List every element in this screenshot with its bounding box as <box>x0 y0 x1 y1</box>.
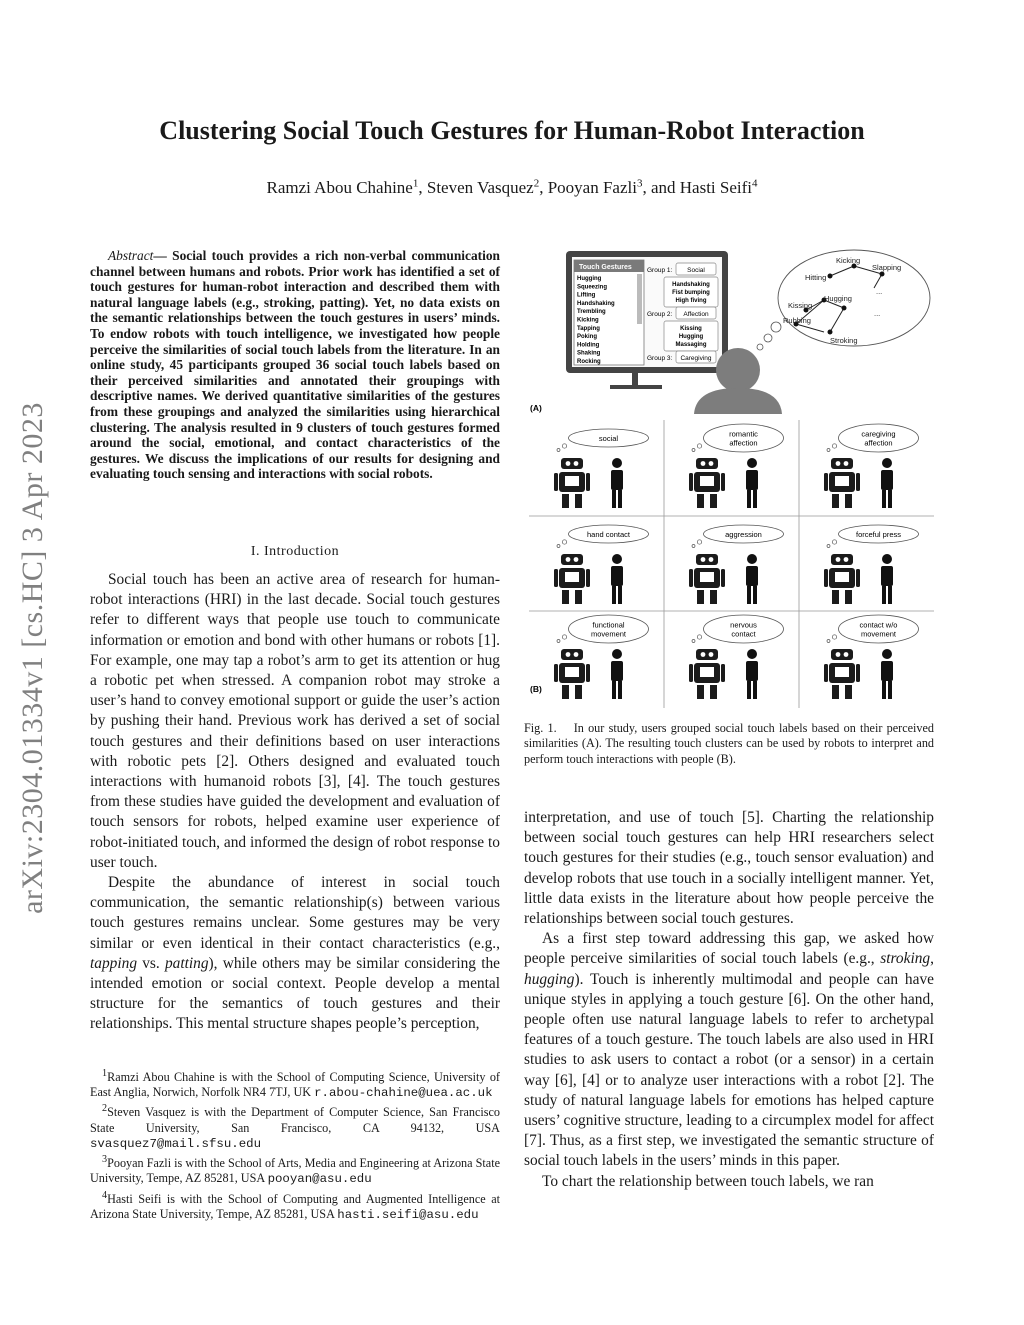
author-3: Pooyan Fazli$^3$, and <box>547 177 680 197</box>
group-1-label: Group 1: <box>647 267 673 274</box>
graph-label: Hitting <box>805 273 827 282</box>
scenario-label: nervous <box>730 620 757 630</box>
scenario-label: contact w/o <box>859 620 898 630</box>
footnote-email: svasquez7@mail.sfsu.edu <box>90 1136 262 1151</box>
footnote-email: pooyan@asu.edu <box>267 1172 372 1187</box>
author-2: Steven Vasquez$^2$, <box>426 177 548 197</box>
scenario-cell <box>824 424 919 508</box>
gesture-list-title: Touch Gestures <box>579 264 632 271</box>
scenario-cell <box>554 525 649 604</box>
scenario-cell <box>824 615 919 699</box>
panel-a-label: (A) <box>530 403 542 413</box>
group-3-label: Group 3: <box>647 355 673 362</box>
scenario-label: romantic <box>729 429 758 439</box>
right-paragraph-2: As a first step toward addressing this gap, we asked how people perceive similarities of social touch labels (e.g., stroking, hugging). Touch is inherently multimodal and people can have unique styles in applying a touch gesture [6]. On the other hand, people often use natural language labels to refer to archetypal features of a touch gesture. The touch labels are also used in HRI studies to ask users to contact a robot (or a sensor) in a certain way [6], [4] or to analyze user interactions with a robot [2]. The study of natural language labels for emotions has helped capture users’ cognitive structure, leading to a circumplex model for affect [7]. Thus, as a first step, we investigated the semantic structure of social touch labels in the users’ minds in this paper. <box>524 930 934 1170</box>
scenario-label: social <box>598 434 619 443</box>
group-item: Massaging <box>675 342 707 348</box>
footnote-email: hasti.seifi@asu.edu <box>337 1207 479 1222</box>
monitor-illustration <box>566 251 728 389</box>
group-2-label: Group 2: <box>647 311 673 318</box>
paper-title: Clustering Social Touch Gestures for Human-Robot Interaction <box>159 116 865 145</box>
footnote-email: r.abou-chahine@uea.ac.uk <box>314 1086 493 1101</box>
section-heading: I. Introduction <box>250 544 340 559</box>
group-item: Fist bumping <box>672 290 710 296</box>
right-paragraph-1: interpretation, and use of touch [5]. Charting the relationship between social touch gestures can help HRI researchers select touch gestures for their studies (e.g., touch sensor evaluation) and develop robots that use touch in a socially intelligent manner. Yet, little data exists in the literature about how people perceive the relationships between social touch gestures. <box>524 809 934 928</box>
group-3-name: Caregiving <box>680 355 712 362</box>
scenario-label: affection <box>729 438 758 448</box>
scenario-label: movement <box>860 629 897 639</box>
graph-label: ... <box>874 309 881 318</box>
graph-label: ... <box>876 287 883 296</box>
group-item: Handshaking <box>672 282 710 288</box>
group-2-name: Affection <box>683 311 709 318</box>
scenario-cell <box>554 429 649 508</box>
graph-label: Stroking <box>830 336 858 345</box>
caption-text: In our study, users grouped social touch labels based on their perceived similarities (A). The resulting touch clusters can be used by robots to interpret and perform touch interactions with people (B). <box>524 721 934 766</box>
scenario-cell <box>689 615 784 699</box>
gesture-list-item: Tapping <box>577 325 600 332</box>
gesture-list-item: Kicking <box>577 317 599 324</box>
gesture-list-item: Hugging <box>577 276 602 282</box>
gesture-list-item: Trembling <box>577 309 606 316</box>
graph-label: Kicking <box>836 256 861 265</box>
gesture-list-item: Lifting <box>577 292 596 299</box>
panel-b-cells <box>554 424 919 699</box>
group-item: High fiving <box>675 298 707 304</box>
graph-label: Kissing <box>788 301 813 310</box>
scenario-label: forceful press <box>855 530 902 539</box>
footnote-4: $^4$Hasti Seifi is with the School of Computing and Augmented Intelligence at Arizona State University, Tempe, AZ 85281, USA hasti.seifi@asu.edu <box>90 1189 500 1222</box>
author-1: Ramzi Abou Chahine$^1$, <box>266 177 427 197</box>
panel-b-label: (B) <box>530 684 542 694</box>
author-list <box>90 177 934 198</box>
intro-body <box>90 570 500 1035</box>
scenario-label: hand contact <box>587 530 630 539</box>
author-4: Hasti Seifi$^4$ <box>679 177 758 197</box>
figure-caption <box>524 721 934 767</box>
figure-1 <box>524 248 934 710</box>
caption-label: Fig. 1. <box>524 721 557 735</box>
gesture-list-item: Squeezing <box>577 284 608 291</box>
scenario-cell <box>689 525 784 604</box>
gesture-list-item: Poking <box>577 334 598 341</box>
arxiv-sidebar <box>8 360 58 955</box>
footnotes <box>90 1066 500 1223</box>
gesture-list-item: Shaking <box>577 350 601 357</box>
scenario-label: caregiving <box>861 429 896 439</box>
right-column-body <box>524 808 934 1192</box>
right-paragraph-3: To chart the relationship between touch labels, we ran <box>542 1172 874 1190</box>
scenario-cell <box>689 424 784 508</box>
scenario-label: aggression <box>725 530 762 539</box>
footnote-1: $^1$Ramzi Abou Chahine is with the School of Computing Science, University of East Anglia, Norwich, Norfolk NR4 7TJ, UK r.abou-chahine@uea.ac.uk <box>90 1068 500 1101</box>
gesture-list-item: Rocking <box>577 359 601 365</box>
group-item: Hugging <box>678 334 704 340</box>
abstract-text: Social touch provides a rich non-verbal communication channel between humans and robots. Prior work has identified a set of touch gestures for human-robot interaction and described them with natural language labels (e.g., stroking, patting). Yet, no data exists on the semantic relationships between the touch gestures in users’ minds. To endow robots with touch intelligence, we investigated how people perceive the similarities of social touch labels from the literature. In an online study, 45 participants grouped 36 social touch labels based on their perceived similarities and annotated their groupings with descriptive names. We derived quantitative similarities of the gestures from these groupings and analyzed the similarities using hierarchical clustering. The analysis resulted in 9 clusters of touch gestures formed around the social, emotional, and contact characteristics of the gestures. We discuss the implications of our results for designing and evaluating touch sensing and interactions with social robots. <box>90 248 500 482</box>
intro-paragraph-1: Social touch has been an active area of research for human-robot interactions (HRI) in the last decade. Social touch gestures refer to different ways that people use touch to communicate information or emotion and bond with other humans or robots [1]. For example, one may tap a robot’s arm to get its attention or hug a robotic pet when stressed. A companion robot may stroke a user’s hand to convey emotional support or guide the user’s action by pushing their hand. Previous work has derived a set of social touch gestures and their definitions based on user interactions with robotic pets [2]. Others designed and evaluated touch interactions with humanoid robots [3], [4]. The touch gestures from these studies have guided the development and evaluation of touch sensors for robots, helped examine user experience of robot-initiated touch, and informed the design of robot response to user touch. <box>90 571 500 871</box>
scenario-label: functional <box>592 620 625 630</box>
abstract-label: Abstract <box>108 248 154 263</box>
scenario-label: affection <box>864 438 893 448</box>
abstract: Abstract— Social touch provides a rich non-verbal communication channel between humans and robots. Prior work has identified a set of touch gestures for human-robot interaction and described them with natural language labels (e.g., stroking, patting). Yet, no data exists on the semantic relationships between the touch gestures in users’ minds. To endow robots with touch intelligence, we investigated how people perceive the similarities of social touch labels from the literature. In an online study, 45 participants grouped 36 social touch labels based on their perceived similarities and annotated their groupings with descriptive names. We derived quantitative similarities of the gestures from these groupings and analyzed the similarities using hierarchical clustering. The analysis resulted in 9 clusters of touch gestures formed around the social, emotional, and contact characteristics of the gestures. We discuss the implications of our results for designing and evaluating touch sensing and interactions with social robots. <box>90 248 500 482</box>
scenario-cell <box>824 525 919 604</box>
group-item: Kissing <box>680 326 702 332</box>
scenario-cell <box>554 615 649 699</box>
graph-label: Hugging <box>824 294 852 303</box>
gesture-list-item: Handshaking <box>577 300 615 307</box>
footnote-3: $^3$Pooyan Fazli is with the School of Arts, Media and Engineering at Arizona State University, Tempe, AZ 85281, USA pooyan@asu.edu <box>90 1154 500 1187</box>
gesture-list-item: Holding <box>577 342 600 349</box>
group-1-name: Social <box>687 267 705 274</box>
graph-label: Rubbing <box>783 316 811 325</box>
scenario-label: contact <box>731 629 756 639</box>
footnote-2: $^2$Steven Vasquez is with the Department of Computer Science, San Francisco State University, San Francisco, CA 94132, USA svasquez7@mail.sfsu.edu <box>90 1103 500 1151</box>
graph-label: Slapping <box>872 263 902 272</box>
arxiv-id: arXiv:2304.01334v1 [cs.HC] 3 Apr 2023 <box>16 401 49 914</box>
intro-paragraph-2: Despite the abundance of interest in social touch communication, the semantic relationship(s) between various touch gestures remains unclear. Some gestures may be very similar or even identical in their contact characteristics (e.g., tapping vs. patting), while others may be similar considering the intended emotion or social context. People develop a mental structure for the semantics of touch gestures and their relationships. This mental structure shapes people’s perception, <box>90 874 500 1033</box>
scenario-label: movement <box>590 629 627 639</box>
